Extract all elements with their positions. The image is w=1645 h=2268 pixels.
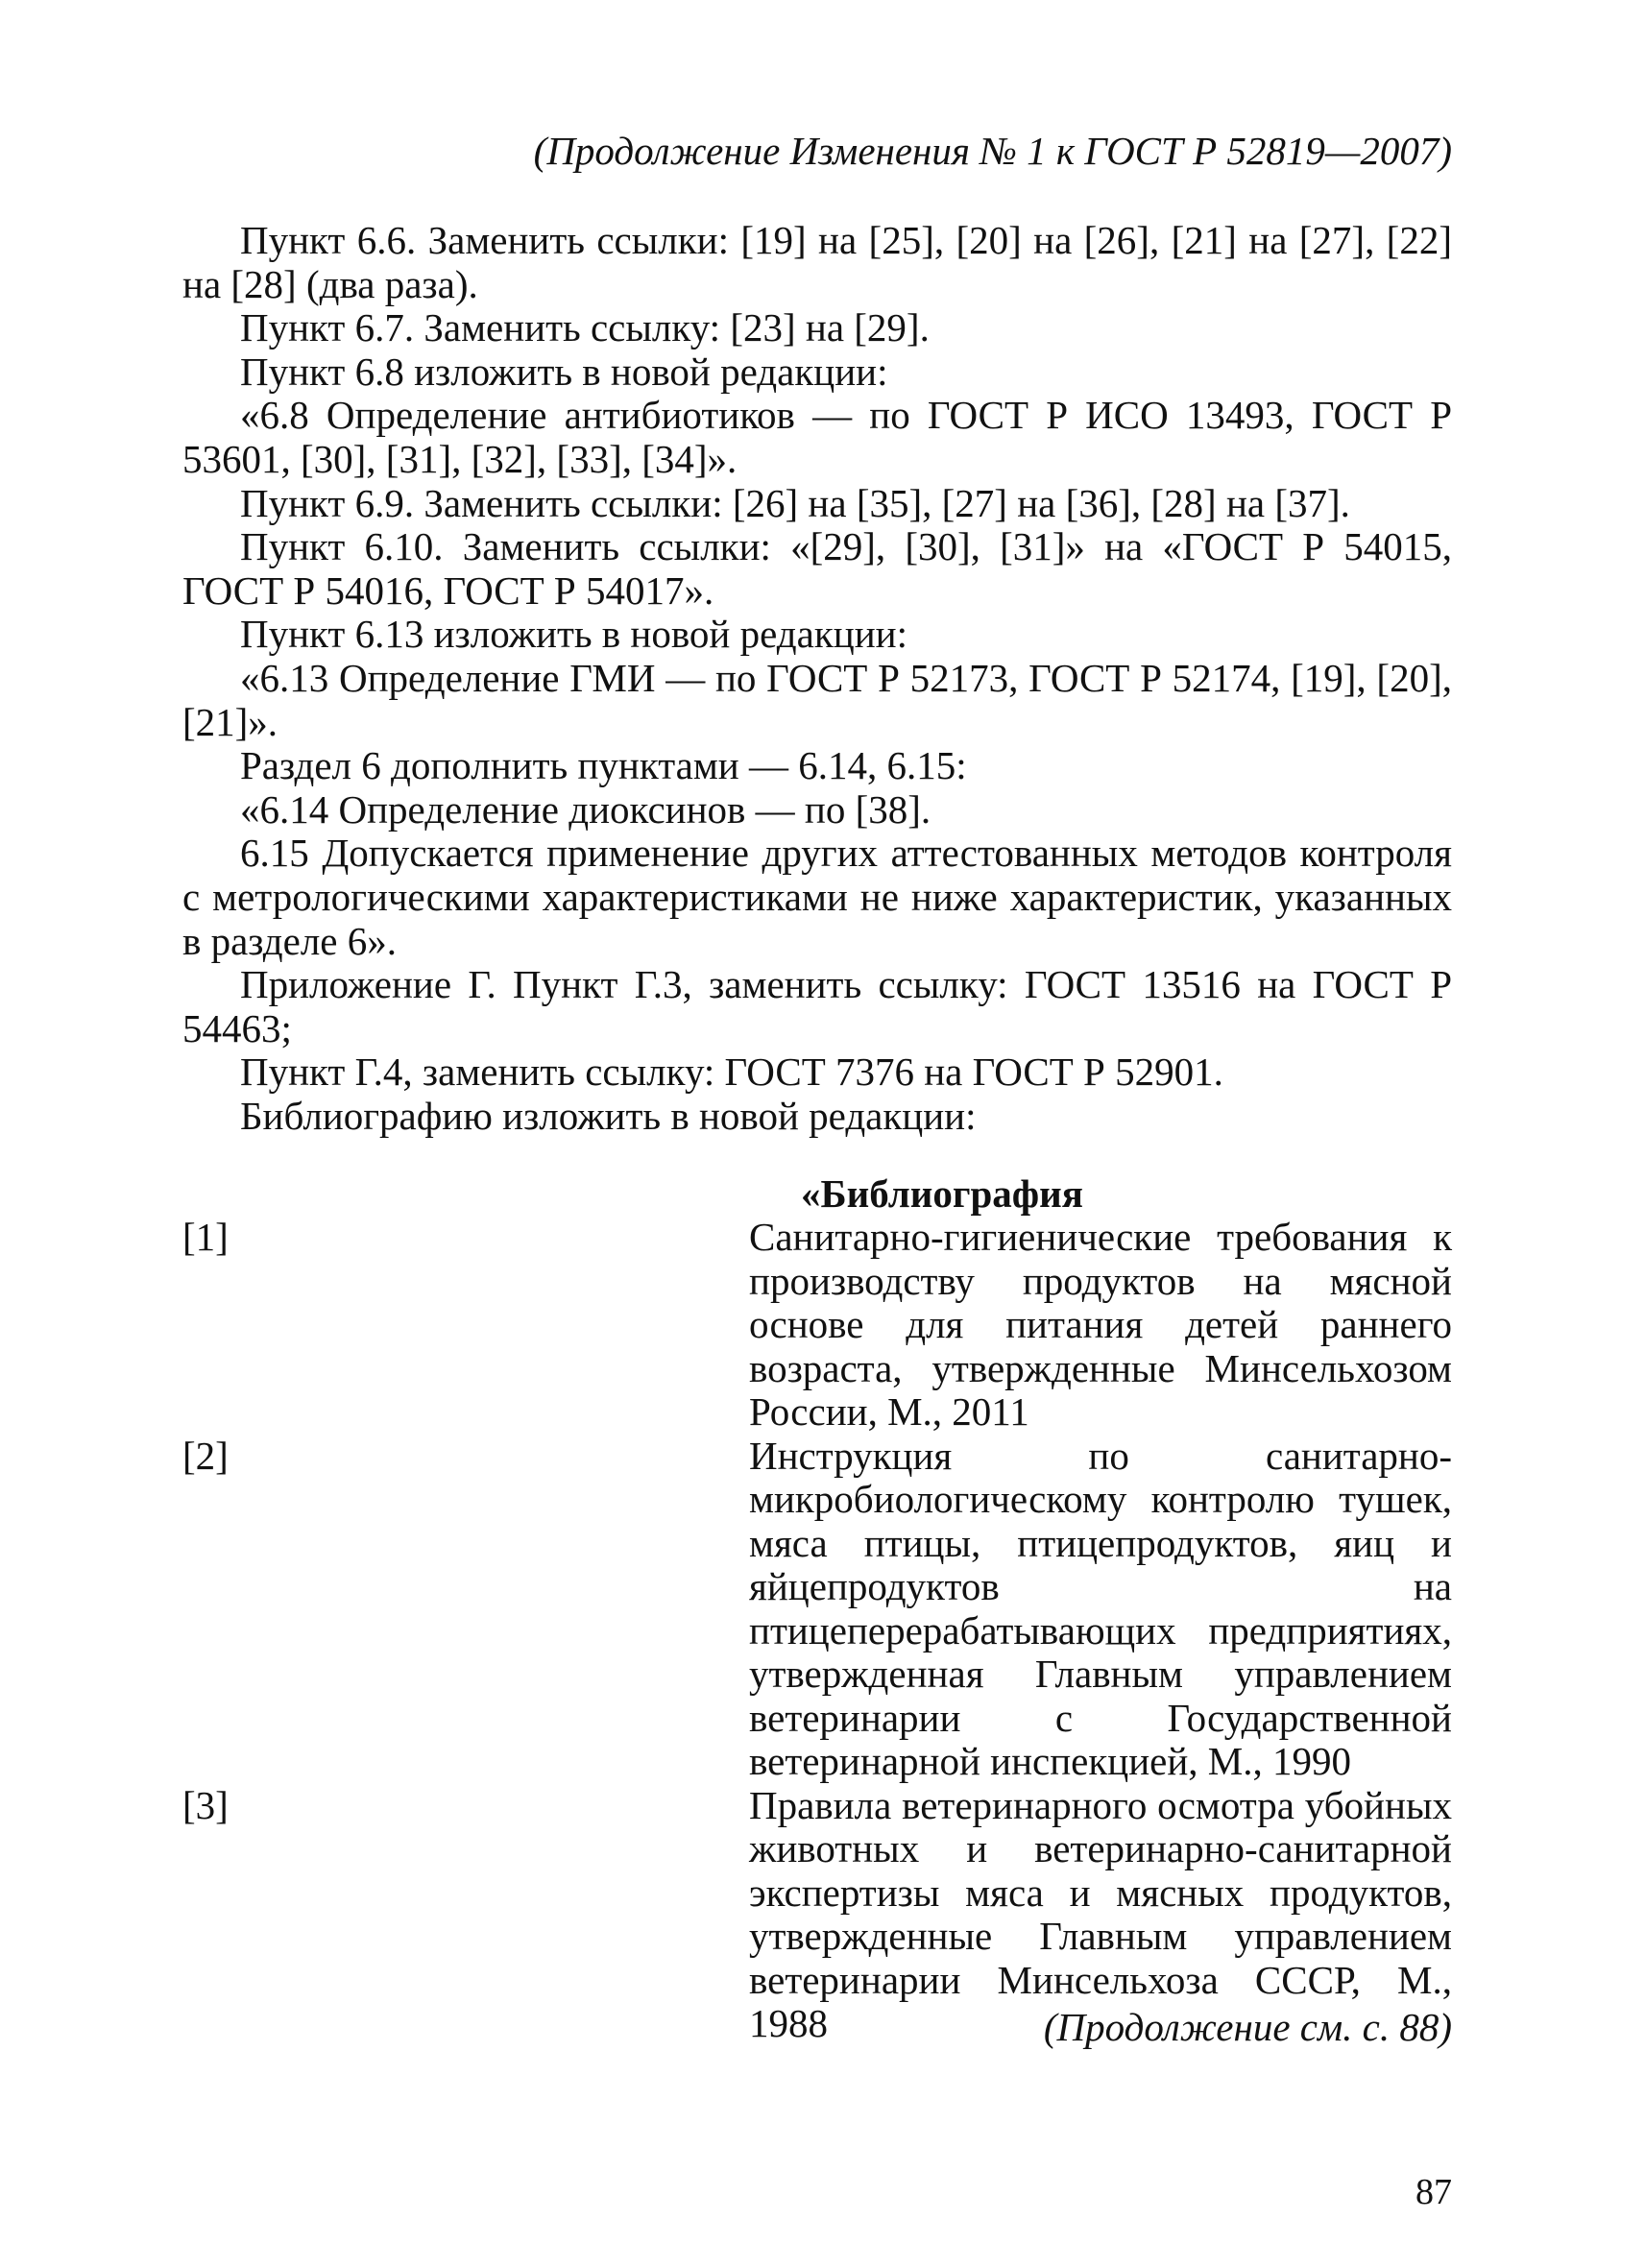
- bibliography-entry-number: [3]: [182, 1782, 229, 1827]
- paragraph: «6.13 Определение ГМИ — по ГОСТ Р 52173, ГОСТ Р 52174, [19], [20], [21]».: [182, 655, 1452, 744]
- bibliography-entry-text: Инструкция по санитарно-микробиологическому контролю тушек, мяса птицы, птицепродуктов, яиц и яйцепродуктов на птицеперерабатывающих предприятиях, утвержденная Главным управлением ветеринарии с Государственной ветеринарной инспекцией, М., 1990: [749, 1433, 1452, 1783]
- paragraph: Пункт 6.7. Заменить ссылку: [23] на [29].: [240, 305, 930, 350]
- bibliography-title: «Библиография: [801, 1171, 1083, 1216]
- paragraph: «6.8 Определение антибиотиков — по ГОСТ Р ИСО 13493, ГОСТ Р 53601, [30], [31], [32], [33], [34]».: [182, 393, 1452, 481]
- bibliography-entry: [182, 1216, 1452, 1435]
- bibliography-entry-number: [1]: [182, 1215, 229, 1259]
- paragraph: Библиографию изложить в новой редакции:: [240, 1093, 977, 1138]
- bibliography-entry-text: Правила ветеринарного осмотра убойных животных и ветеринарно-санитарной экспертизы мяса и мясных продуктов, утвержденные Главным управлением ветеринарии Минсельхоза СССР, М., 1988: [749, 1782, 1452, 2045]
- bibliography-entry-number: [2]: [182, 1433, 229, 1478]
- paragraph: 6.15 Допускается применение других аттестованных методов контроля с метрологическими характеристиками не ниже характеристик, указанных в разделе 6».: [182, 831, 1452, 963]
- paragraph: Раздел 6 дополнить пунктами — 6.14, 6.15:: [240, 743, 967, 788]
- paragraph: Пункт 6.10. Заменить ссылки: «[29], [30], [31]» на «ГОСТ Р 54015, ГОСТ Р 54016, ГОСТ Р 54017».: [182, 524, 1452, 613]
- paragraph: Пункт Г.4, заменить ссылку: ГОСТ 7376 на ГОСТ Р 52901.: [240, 1050, 1223, 1095]
- paragraph: Пункт 6.6. Заменить ссылки: [19] на [25], [20] на [26], [21] на [27], [22] на [28] (два раза).: [182, 218, 1452, 306]
- continuation-header: (Продолжение Изменения № 1 к ГОСТ Р 52819—2007): [533, 129, 1452, 173]
- paragraph: Пункт 6.8 изложить в новой редакции:: [240, 349, 888, 394]
- bibliography-list: [182, 1216, 1452, 2046]
- continuation-footer: (Продолжение см. с. 88): [1043, 2005, 1452, 2049]
- paragraph: «6.14 Определение диоксинов — по [38].: [240, 786, 931, 832]
- page-number: 87: [1415, 2172, 1452, 2212]
- paragraph: Приложение Г. Пункт Г.3, заменить ссылку: ГОСТ 13516 на ГОСТ Р 54463;: [182, 962, 1452, 1050]
- amendment-text: [182, 219, 1452, 1138]
- paragraph: Пункт 6.9. Заменить ссылки: [26] на [35], [27] на [36], [28] на [37].: [240, 480, 1350, 525]
- bibliography-entry: [182, 1435, 1452, 1784]
- bibliography-entry-text: Санитарно-гигиенические требования к производству продуктов на мясной основе для питания детей раннего возраста, утвержденные Минсельхозом России, М., 2011: [749, 1215, 1452, 1434]
- paragraph: Пункт 6.13 изложить в новой редакции:: [240, 612, 907, 657]
